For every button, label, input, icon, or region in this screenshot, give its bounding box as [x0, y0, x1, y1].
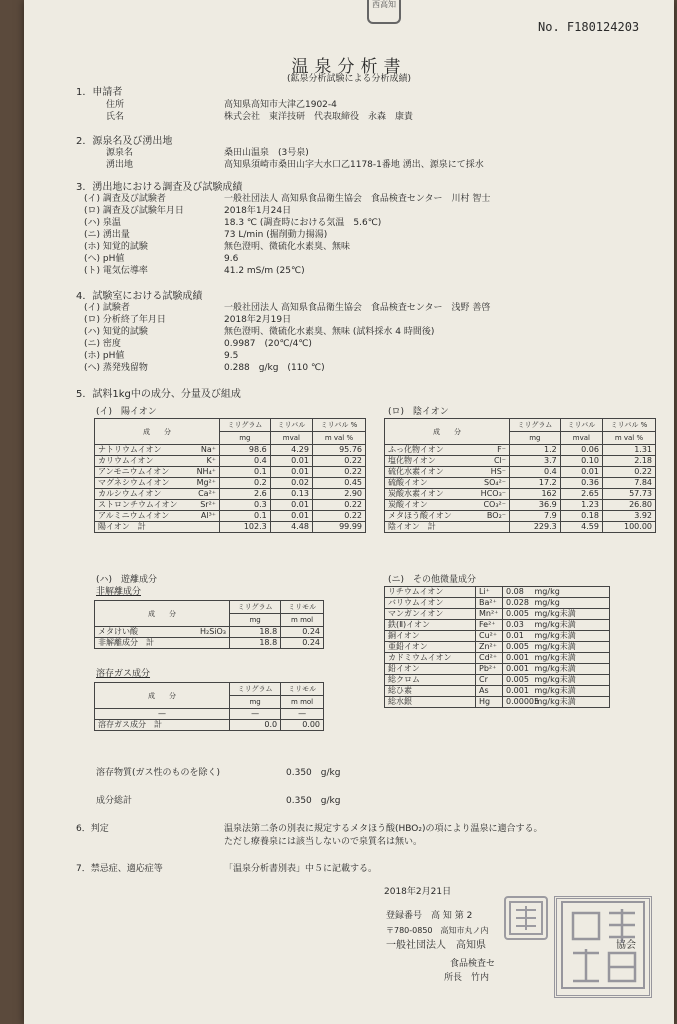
- mg-cell: 2.6: [220, 489, 271, 500]
- table-row: [385, 456, 656, 467]
- col-unit: mval: [560, 432, 602, 445]
- col-header: ミリモル: [281, 683, 324, 696]
- address-value: 高知県高知市大津乙1902-4: [224, 100, 337, 110]
- total-components-value: 0.350 g/kg: [286, 796, 341, 806]
- value: 0.028: [506, 598, 529, 607]
- mval-cell: 4.48: [270, 522, 312, 533]
- table-row: [95, 478, 366, 489]
- pct-cell: 0.22: [312, 511, 365, 522]
- location-label: 湧出地: [106, 160, 134, 170]
- table-row: [385, 445, 656, 456]
- organization-name-tail: 協会: [616, 940, 636, 951]
- mval-cell: 0.10: [560, 456, 602, 467]
- section-1-heading: 1．申請者: [76, 87, 123, 98]
- section-4-heading: 4．試験室における試験成績: [76, 291, 203, 302]
- mval-cell: 0.13: [270, 489, 312, 500]
- s4-row-key: (ロ) 分析終了年月日: [84, 315, 166, 325]
- mval-cell: 0.02: [270, 478, 312, 489]
- table-row: [385, 697, 610, 708]
- dissolved-substances-value: 0.350 g/kg: [286, 768, 341, 778]
- mg-cell: 98.6: [220, 445, 271, 456]
- table-row: [385, 500, 656, 511]
- inspection-center: 食品検査セ: [450, 959, 496, 969]
- ion-symbol: Cl⁻: [493, 456, 506, 465]
- pct-cell: 57.73: [602, 489, 655, 500]
- mval-cell: 0.36: [560, 478, 602, 489]
- mval-cell: 0.18: [560, 511, 602, 522]
- s3-row-key: (ニ) 湧出量: [84, 230, 130, 240]
- component-name: バリウムイオン: [385, 598, 476, 609]
- mg-cell: 3.7: [510, 456, 561, 467]
- ion-name: アンモニウムイオン: [98, 467, 170, 476]
- mg-cell: 0.2: [220, 478, 271, 489]
- unit: mg/kg: [534, 587, 560, 596]
- table-row: [95, 511, 366, 522]
- pct-cell: 2.18: [602, 456, 655, 467]
- col-unit: m mol: [281, 614, 324, 627]
- component-symbol: Cr: [476, 675, 503, 686]
- mg-cell: 17.2: [510, 478, 561, 489]
- component-name: 鉛イオン: [385, 664, 476, 675]
- mval-cell: 4.59: [560, 522, 602, 533]
- component-symbol: As: [476, 686, 503, 697]
- dissolved-gas-title: 溶存ガス成分: [96, 669, 151, 679]
- table-row: [95, 467, 366, 478]
- director-name: 所長 竹内: [444, 973, 490, 983]
- issue-date: 2018年2月21日: [384, 887, 452, 897]
- mmol-cell: 0.24: [281, 627, 324, 638]
- unit: mg/kg未満: [534, 642, 576, 651]
- source-label: 源泉名: [106, 148, 134, 158]
- s4-row-key: (イ) 試験者: [84, 303, 130, 313]
- official-seal-stamp: [554, 896, 652, 998]
- mval-cell: 0.06: [560, 445, 602, 456]
- ion-symbol: Mg²⁺: [196, 478, 216, 487]
- location-value: 高知県須崎市桑田山字大水口乙1178-1番地 湧出、源泉にて採水: [224, 160, 484, 170]
- pct-cell: 0.45: [312, 478, 365, 489]
- total-components-label: 成分総計: [96, 796, 133, 806]
- col-header: 成 分: [95, 419, 220, 445]
- ion-symbol: Na⁺: [200, 445, 216, 454]
- component-symbol: Hg: [476, 697, 503, 708]
- pct-cell: 26.80: [602, 500, 655, 511]
- component-name: 総クロム: [385, 675, 476, 686]
- component-name: 銅イオン: [385, 631, 476, 642]
- value: 0.001: [506, 653, 529, 662]
- s4-row-key: (ニ) 密度: [84, 339, 121, 349]
- table-row: [385, 478, 656, 489]
- s4-row-key: (ホ) pH値: [84, 351, 125, 361]
- s3-row-value: 一般社団法人 高知県食品衛生協会 食品検査センター 川村 智士: [224, 194, 491, 204]
- ion-name: ナトリウムイオン: [98, 445, 162, 454]
- table-row: [385, 511, 656, 522]
- value: 0.00005: [506, 697, 540, 706]
- value: 0.001: [506, 664, 529, 673]
- mval-cell: 0.01: [560, 467, 602, 478]
- ion-symbol: K⁺: [206, 456, 216, 465]
- small-seal-stamp: [504, 896, 548, 940]
- table-row: [385, 598, 610, 609]
- component-symbol: Ba²⁺: [476, 598, 503, 609]
- anion-table: [384, 418, 656, 533]
- mg-cell: 0.4: [220, 456, 271, 467]
- trace-value: [503, 642, 610, 653]
- value: 0.005: [506, 642, 529, 651]
- mg-cell: 229.3: [510, 522, 561, 533]
- col-header: ミリグラム: [510, 419, 561, 432]
- pct-cell: 95.76: [312, 445, 365, 456]
- table-row: [385, 653, 610, 664]
- ion-symbol: SO₄²⁻: [483, 478, 506, 487]
- s4-row-value: 2018年2月19日: [224, 315, 292, 325]
- table-row: [385, 620, 610, 631]
- trace-value: [503, 587, 610, 598]
- mg-cell: 0.3: [220, 500, 271, 511]
- component-name: メタけい酸: [98, 627, 138, 636]
- value: 0.001: [506, 686, 529, 695]
- s4-row-key: (ヘ) 蒸発残留物: [84, 363, 148, 373]
- s3-row-value: 9.6: [224, 254, 239, 264]
- s4-row-key: (ハ) 知覚的試験: [84, 327, 148, 337]
- pct-cell: 2.90: [312, 489, 365, 500]
- table-row: [95, 500, 366, 511]
- mval-cell: 1.23: [560, 500, 602, 511]
- col-header: ミリグラム: [220, 419, 271, 432]
- table-row: [385, 686, 610, 697]
- mval-cell: 2.65: [560, 489, 602, 500]
- table-total-row: [95, 720, 324, 731]
- mval-cell: 0.01: [270, 511, 312, 522]
- judgment-line-1: 温泉法第二条の別表に規定するメタほう酸(HBO₂)の項により温泉に適合する。: [224, 824, 543, 834]
- ion-name: 硫酸イオン: [388, 478, 428, 487]
- s3-row-value: 18.3 ℃ (調査時における気温 5.6℃): [224, 218, 382, 228]
- component-symbol: Pb²⁺: [476, 664, 503, 675]
- s3-row-value: 41.2 mS/m (25℃): [224, 266, 305, 276]
- ion-name: アルミニウムイオン: [98, 511, 170, 520]
- col-header: ミリモル: [281, 601, 324, 614]
- ion-symbol: NH₄⁺: [196, 467, 216, 476]
- s4-row-value: 0.9987 (20℃/4℃): [224, 339, 312, 349]
- col-header: ミリバル: [560, 419, 602, 432]
- component-symbol: Cu²⁺: [476, 631, 503, 642]
- pct-cell: 0.22: [312, 456, 365, 467]
- unit: mg/kg未満: [534, 686, 576, 695]
- ion-symbol: HCO₃⁻: [480, 489, 506, 498]
- unit: mg/kg未満: [534, 631, 576, 640]
- component-symbol: Fe²⁺: [476, 620, 503, 631]
- ion-symbol: HS⁻: [490, 467, 506, 476]
- mg-cell: 102.3: [220, 522, 271, 533]
- table-row: [385, 675, 610, 686]
- table-total-row: [95, 522, 366, 533]
- ion-name: カリウムイオン: [98, 456, 154, 465]
- total-label: 陰イオン 計: [385, 522, 510, 533]
- col-header: ミリバル: [270, 419, 312, 432]
- dissolved-substances-label: 溶存物質(ガス性のものを除く): [96, 768, 221, 778]
- col-unit: mg: [510, 432, 561, 445]
- col-unit: mg: [220, 432, 271, 445]
- pct-cell: 1.31: [602, 445, 655, 456]
- value: 0.005: [506, 609, 529, 618]
- document-number: No. F180124203: [538, 20, 640, 34]
- judgment-line-2: ただし療養泉には該当しないので泉質名は無い。: [224, 837, 423, 847]
- component-symbol: Mn²⁺: [476, 609, 503, 620]
- table-row: [95, 445, 366, 456]
- anion-title: (ロ) 陰イオン: [388, 407, 449, 417]
- table-row: [385, 631, 610, 642]
- s3-row-key: (ホ) 知覚的試験: [84, 242, 148, 252]
- mg-cell: 0.1: [220, 511, 271, 522]
- unit: mg/kg未満: [534, 653, 576, 662]
- col-unit: mval: [270, 432, 312, 445]
- col-unit: mg: [230, 614, 281, 627]
- total-label: 非解離成分 計: [95, 638, 230, 649]
- mg-cell: 0.4: [510, 467, 561, 478]
- table-row: [95, 489, 366, 500]
- value: 0.08: [506, 587, 524, 596]
- section-2-heading: 2．源泉名及び湧出地: [76, 136, 173, 147]
- col-header: 成 分: [385, 419, 510, 445]
- source-value: 桑田山温泉 (3号泉): [224, 148, 309, 158]
- page-subtitle: (鉱泉分析試験による分析成績): [286, 74, 412, 84]
- s3-row-key: (ハ) 泉温: [84, 218, 121, 228]
- trace-value: [503, 664, 610, 675]
- s3-row-key: (ト) 電気伝導率: [84, 266, 148, 276]
- col-header: ミリバル %: [312, 419, 365, 432]
- registration-number: 登録番号 高 知 第 2: [386, 911, 473, 921]
- s4-row-value: 無色澄明、微硫化水素臭、無味 (試料採水 4 時間後): [224, 327, 435, 337]
- table-row: [385, 587, 610, 598]
- unit: mg/kg未満: [534, 675, 576, 684]
- component-name: カドミウムイオン: [385, 653, 476, 664]
- mmol-cell: 0.24: [281, 638, 324, 649]
- table-row: [95, 709, 324, 720]
- pct-cell: 0.22: [602, 467, 655, 478]
- col-unit: mg: [230, 696, 281, 709]
- value: 0.005: [506, 675, 529, 684]
- mg-cell: 162: [510, 489, 561, 500]
- component-name: 亜鉛イオン: [385, 642, 476, 653]
- ion-symbol: CO₃²⁻: [483, 500, 506, 509]
- cation-title: (イ) 陽イオン: [96, 407, 157, 417]
- component-name: マンガンイオン: [385, 609, 476, 620]
- s3-row-key: (ロ) 調査及び試験年月日: [84, 206, 184, 216]
- pct-cell: 0.22: [312, 500, 365, 511]
- table-total-row: [95, 638, 324, 649]
- s3-row-key: (イ) 調査及び試験者: [84, 194, 166, 204]
- nondissociated-title: 非解離成分: [96, 587, 142, 597]
- mval-cell: 4.29: [270, 445, 312, 456]
- ion-symbol: Ca²⁺: [198, 489, 216, 498]
- component-symbol: Cd²⁺: [476, 653, 503, 664]
- unit: mg/kg: [534, 598, 560, 607]
- mval-cell: 0.01: [270, 500, 312, 511]
- ion-name: 炭酸イオン: [388, 500, 428, 509]
- table-total-row: [385, 522, 656, 533]
- mmol-cell: —: [281, 709, 324, 720]
- name-value: 株式会社 東洋技研 代表取締役 永森 康貴: [224, 112, 414, 122]
- table-row: [385, 609, 610, 620]
- table-row: [95, 627, 324, 638]
- mg-cell: —: [230, 709, 281, 720]
- component-symbol: H₂SiO₃: [199, 627, 226, 636]
- pct-cell: 99.99: [312, 522, 365, 533]
- section-7-heading: 7．禁忌症、適応症等: [76, 864, 163, 874]
- trace-value: [503, 631, 610, 642]
- value: 0.03: [506, 620, 524, 629]
- ion-name: 塩化物イオン: [388, 456, 436, 465]
- section-3-heading: 3．湧出地における調査及び試験成績: [76, 182, 243, 193]
- mval-cell: 0.01: [270, 456, 312, 467]
- component-name: 総ひ素: [385, 686, 476, 697]
- trace-table: [384, 586, 610, 708]
- table-row: [385, 664, 610, 675]
- section-5-heading: 5．試料1kg中の成分、分量及び組成: [76, 389, 241, 400]
- component-name: リチウムイオン: [385, 587, 476, 598]
- unit: mg/kg未満: [534, 664, 576, 673]
- ion-name: カルシウムイオン: [98, 489, 162, 498]
- total-label: 溶存ガス成分 計: [95, 720, 230, 731]
- unit: mg/kg未満: [534, 697, 576, 706]
- pct-cell: 3.92: [602, 511, 655, 522]
- s3-row-value: 2018年1月24日: [224, 206, 292, 216]
- table-row: [385, 642, 610, 653]
- s4-row-value: 一般社団法人 高知県食品衛生協会 食品検査センター 浅野 善啓: [224, 303, 491, 313]
- free-title: (ハ) 遊離成分: [96, 575, 158, 585]
- table-row: [95, 456, 366, 467]
- ion-name: マグネシウムイオン: [98, 478, 170, 487]
- name-label: 氏名: [106, 112, 125, 122]
- component-name: —: [95, 709, 230, 720]
- ion-name: ストロンチウムイオン: [98, 500, 178, 509]
- document-sheet: [24, 0, 674, 1024]
- ion-symbol: Sr²⁺: [200, 500, 216, 509]
- trace-value: [503, 686, 610, 697]
- col-unit: m mol: [281, 696, 324, 709]
- table-row: [385, 489, 656, 500]
- component-name: 鉄(Ⅱ)イオン: [385, 620, 476, 631]
- col-unit: m val %: [602, 432, 655, 445]
- mval-cell: 0.01: [270, 467, 312, 478]
- ion-name: 炭酸水素イオン: [388, 489, 444, 498]
- dissolved-gas-table: [94, 682, 324, 731]
- unit: mg/kg未満: [534, 620, 576, 629]
- mg-cell: 18.8: [230, 627, 281, 638]
- mg-cell: 36.9: [510, 500, 561, 511]
- mg-cell: 0.1: [220, 467, 271, 478]
- component-symbol: Zn²⁺: [476, 642, 503, 653]
- s4-row-value: 0.288 g/kg (110 ℃): [224, 363, 325, 373]
- ion-symbol: Al³⁺: [200, 511, 216, 520]
- trace-value: [503, 697, 610, 708]
- nondissociated-table: [94, 600, 324, 649]
- trace-value: [503, 598, 610, 609]
- component-symbol: Li⁺: [476, 587, 503, 598]
- pct-cell: 7.84: [602, 478, 655, 489]
- col-header: ミリグラム: [230, 683, 281, 696]
- total-label: 陽イオン 計: [95, 522, 220, 533]
- col-header: ミリバル %: [602, 419, 655, 432]
- trace-value: [503, 675, 610, 686]
- postal-address: 〒780-0850 高知市丸ノ内: [386, 926, 489, 935]
- table-row: [385, 467, 656, 478]
- trace-value: [503, 620, 610, 631]
- ion-symbol: BO₂⁻: [486, 511, 506, 520]
- unit: mg/kg未満: [534, 609, 576, 618]
- s3-row-key: (ヘ) pH値: [84, 254, 125, 264]
- trace-title: (ニ) その他微量成分: [388, 575, 477, 585]
- ion-name: 硫化水素イオン: [388, 467, 444, 476]
- value: 0.01: [506, 631, 524, 640]
- s3-row-value: 73 L/min (掘削動力揚湯): [224, 230, 328, 240]
- mmol-cell: 0.00: [281, 720, 324, 731]
- top-seal: 西高知: [367, 0, 401, 24]
- organization-name: 一般社団法人 高知県: [386, 940, 486, 951]
- pct-cell: 0.22: [312, 467, 365, 478]
- indications-text: 「温泉分析書別表」中５に記載する。: [224, 864, 378, 874]
- page-title: 温泉分析書: [291, 57, 407, 77]
- mg-cell: 0.0: [230, 720, 281, 731]
- ion-symbol: F⁻: [497, 445, 506, 454]
- col-unit: m val %: [312, 432, 365, 445]
- ion-name: メタほう酸イオン: [388, 511, 452, 520]
- cation-table: [94, 418, 366, 533]
- section-6-heading: 6．判定: [76, 824, 109, 834]
- trace-value: [503, 653, 610, 664]
- trace-value: [503, 609, 610, 620]
- s3-row-value: 無色澄明、微硫化水素臭、無味: [224, 242, 351, 252]
- mg-cell: 1.2: [510, 445, 561, 456]
- col-header: ミリグラム: [230, 601, 281, 614]
- address-label: 住所: [106, 100, 125, 110]
- col-header: 成 分: [95, 683, 230, 709]
- ion-name: ふっ化物イオン: [388, 445, 444, 454]
- component-name: 総水銀: [385, 697, 476, 708]
- pct-cell: 100.00: [602, 522, 655, 533]
- col-header: 成 分: [95, 601, 230, 627]
- mg-cell: 18.8: [230, 638, 281, 649]
- s4-row-value: 9.5: [224, 351, 239, 361]
- mg-cell: 7.9: [510, 511, 561, 522]
